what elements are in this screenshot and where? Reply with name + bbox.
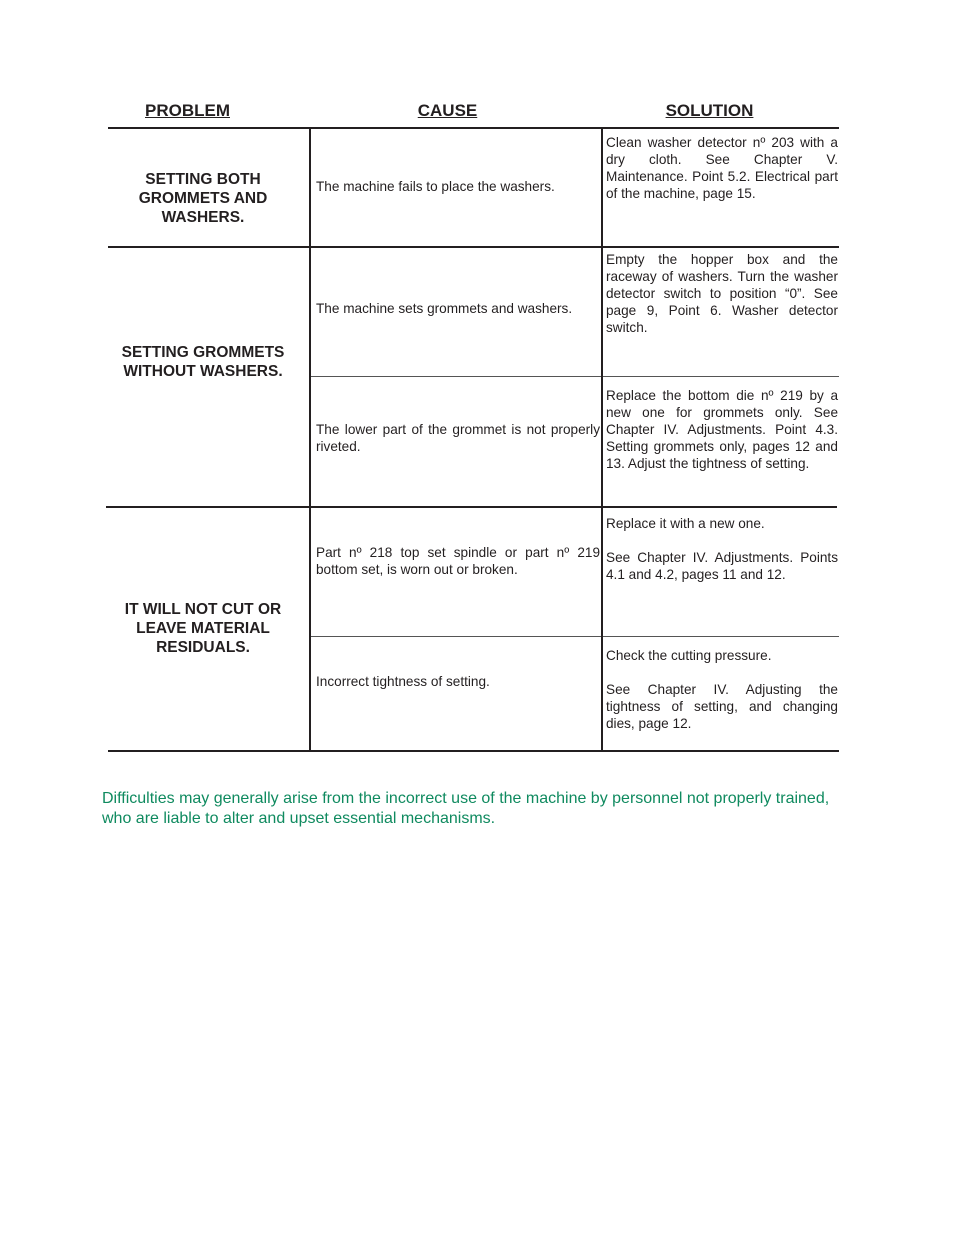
solution-cell: Clean washer detector nº 203 with a dry cloth. See Chapter V. Maintenance. Point 5.2. Electrical part of the machine, page 15. bbox=[606, 135, 838, 201]
problem-cell: IT WILL NOT CUT OR LEAVE MATERIAL RESIDUALS. bbox=[124, 601, 282, 656]
entry-divider bbox=[310, 376, 839, 377]
solution-cell: Empty the hopper box and the raceway of washers. Turn the washer detector switch to position “0”. See page 9, Point 6. Washer detector switch. bbox=[606, 252, 838, 335]
entry-divider bbox=[310, 636, 839, 637]
table-top-rule bbox=[108, 127, 839, 129]
solution-line: Replace it with a new one. bbox=[606, 516, 765, 531]
table-bottom-rule bbox=[108, 750, 839, 752]
header-problem: PROBLEM bbox=[145, 101, 230, 120]
difficulties-note: Difficulties may generally arise from the incorrect use of the machine by personnel not properly trained, who are liable to alter and upset essential mechanisms. bbox=[102, 790, 830, 827]
header-cause: CAUSE bbox=[417, 101, 478, 120]
cause-cell: The lower part of the grommet is not properly riveted. bbox=[316, 422, 600, 454]
problem-cell: SETTING BOTH GROMMETS AND WASHERS. bbox=[138, 171, 268, 226]
column-divider bbox=[601, 128, 603, 752]
solution-line: Check the cutting pressure. bbox=[606, 648, 772, 663]
solution-cell bbox=[606, 647, 838, 732]
solution-cell: Replace the bottom die nº 219 by a new one for grommets only. See Chapter IV. Adjustments. Point 4.3. Setting grommets only, pages 12 and 13. Adjust the tightness of setting. bbox=[606, 388, 838, 471]
cause-cell: Incorrect tightness of setting. bbox=[316, 674, 490, 689]
row-divider bbox=[106, 506, 837, 508]
cause-cell: Part nº 218 top set spindle or part nº 219 bottom set, is worn out or broken. bbox=[316, 545, 600, 577]
solution-cell bbox=[606, 515, 838, 583]
header-solution: SOLUTION bbox=[665, 101, 754, 120]
cause-cell: The machine fails to place the washers. bbox=[316, 179, 555, 194]
solution-line: See Chapter IV. Adjusting the tightness of setting, and changing dies, page 12. bbox=[606, 682, 838, 731]
row-divider bbox=[108, 246, 839, 248]
cause-cell: The machine sets grommets and washers. bbox=[316, 301, 573, 316]
column-divider bbox=[309, 128, 311, 752]
problem-cell: SETTING GROMMETS WITHOUT WASHERS. bbox=[121, 344, 285, 380]
solution-line: See Chapter IV. Adjustments. Points 4.1 and 4.2, pages 11 and 12. bbox=[606, 550, 838, 582]
